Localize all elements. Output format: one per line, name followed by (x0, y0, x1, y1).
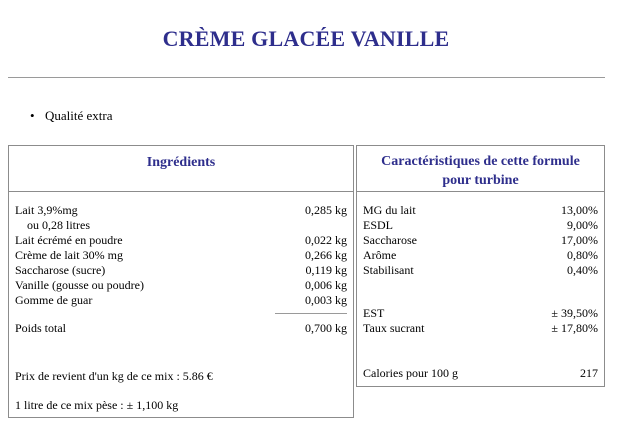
characteristics-summary (363, 306, 598, 336)
ingredient-value: 0,266 kg (305, 248, 347, 262)
characteristics-heading (357, 146, 604, 192)
characteristics-list (363, 203, 598, 278)
calories-label: Calories pour 100 g (363, 366, 458, 380)
summary-value: ± 17,80% (551, 321, 598, 335)
ingredient-row (15, 293, 347, 308)
ingredient-value: 0,285 kg (305, 203, 347, 217)
ingredient-name: Crème de lait 30% mg (15, 248, 123, 262)
total-separator (275, 313, 347, 314)
ingredient-name: Gomme de guar (15, 293, 93, 307)
characteristic-value: 9,00% (567, 218, 598, 232)
summary-name: EST (363, 306, 385, 320)
characteristic-value: 0,40% (567, 263, 598, 277)
calories-row (363, 366, 598, 381)
ingredient-row (15, 263, 347, 278)
characteristics-heading-line2: pour turbine (442, 173, 519, 188)
ingredient-row (15, 278, 347, 293)
ingredients-table (8, 145, 354, 418)
summary-row (363, 306, 598, 321)
ingredients-list (15, 203, 347, 308)
calories-value: 217 (580, 366, 598, 380)
cost-line (15, 369, 347, 384)
cost-text: Prix de revient d'un kg de ce mix : 5.86 € (15, 369, 213, 383)
total-row (15, 321, 347, 336)
characteristic-name: Saccharose (363, 233, 417, 247)
ingredients-heading-text: Ingrédients (146, 155, 216, 170)
characteristic-row (363, 203, 598, 218)
ingredient-value: 0,006 kg (305, 278, 347, 292)
bullet-item: • Qualité extra (30, 108, 113, 124)
characteristic-value: 17,00% (561, 233, 598, 247)
ingredient-name: Saccharose (sucre) (15, 263, 106, 277)
ingredient-row (15, 233, 347, 248)
characteristic-value: 13,00% (561, 203, 598, 217)
characteristics-table (356, 145, 605, 387)
bullet-list (30, 108, 113, 124)
characteristic-name: Stabilisant (363, 263, 414, 277)
ingredient-value: 0,003 kg (305, 293, 347, 307)
ingredient-name: Lait 3,9%mg (15, 203, 78, 217)
total-value: 0,700 kg (305, 321, 347, 335)
characteristic-name: Arôme (363, 248, 397, 262)
ingredient-value: 0,119 kg (305, 263, 347, 277)
characteristic-value: 0,80% (567, 248, 598, 262)
page-title: CRÈME GLACÉE VANILLE (162, 26, 450, 51)
total-label: Poids total (15, 321, 67, 335)
ingredient-name: Vanille (gousse ou poudre) (15, 278, 144, 292)
ingredient-value: 0,022 kg (305, 233, 347, 247)
ingredient-name: ou 0,28 litres (27, 218, 90, 232)
ingredient-row (15, 248, 347, 263)
ingredients-heading (9, 146, 353, 192)
characteristic-row (363, 248, 598, 263)
characteristic-name: MG du lait (363, 203, 416, 217)
weight-line (15, 398, 347, 413)
summary-row (363, 321, 598, 336)
characteristic-name: ESDL (363, 218, 393, 232)
weight-text: 1 litre de ce mix pèse : ± 1,100 kg (15, 398, 179, 412)
summary-value: ± 39,50% (551, 306, 598, 320)
characteristics-heading-line1: Caractéristiques de cette formule (381, 154, 580, 169)
ingredient-row (15, 203, 347, 218)
summary-name: Taux sucrant (363, 321, 425, 335)
horizontal-rule (8, 77, 605, 78)
characteristic-row (363, 263, 598, 278)
characteristic-row (363, 218, 598, 233)
ingredient-name: Lait écrémé en poudre (15, 233, 123, 247)
ingredient-row (15, 218, 347, 233)
characteristic-row (363, 233, 598, 248)
